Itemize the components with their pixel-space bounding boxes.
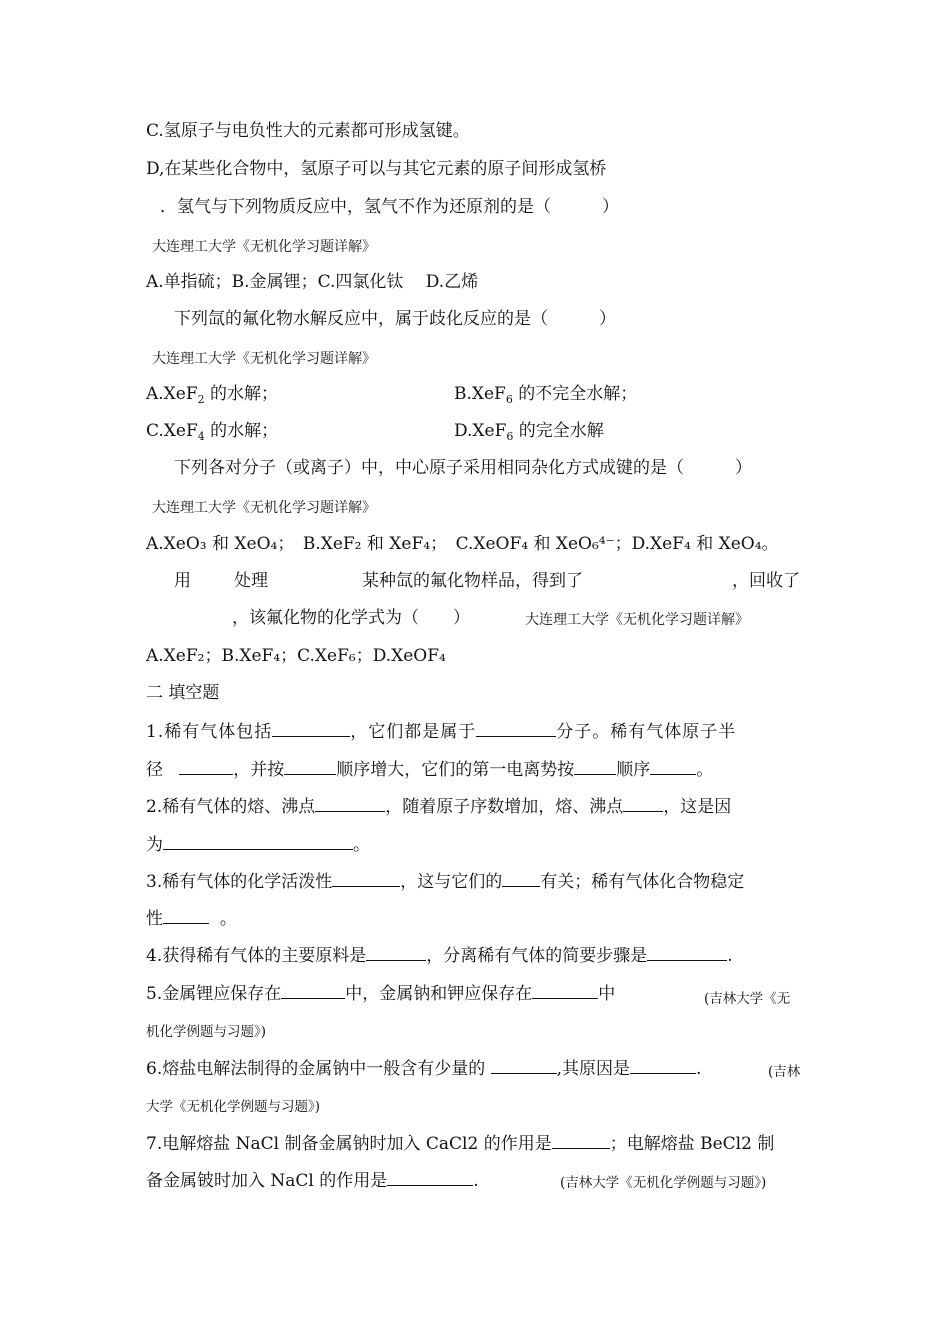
answer-blank[interactable] bbox=[650, 757, 696, 775]
answer-blank[interactable] bbox=[532, 981, 598, 999]
formula-source: 大连理工大学《无机化学习题详解》 bbox=[525, 612, 749, 628]
option-c: C.氢原子与电负性大的元素都可形成氢键。 bbox=[146, 121, 470, 141]
answer-blank[interactable] bbox=[281, 981, 345, 999]
answer-blank[interactable] bbox=[552, 1131, 610, 1149]
formula-word-1: 用 bbox=[174, 571, 191, 591]
fill-q2-line1: 2.稀有气体的熔、沸点 ，随着原子序数增加，熔、沸点 ，这是因 bbox=[146, 794, 731, 818]
formula-word-3: 某种氙的氟化物样品，得到了 bbox=[362, 571, 583, 591]
question-hybrid-stem: 下列各对分子（或离子）中，中心原子采用相同杂化方式成键的是（ ） bbox=[174, 458, 752, 478]
section-heading: 二 填空题 bbox=[146, 683, 220, 703]
answer-blank[interactable] bbox=[179, 757, 233, 775]
fill-q5-source-a: (吉林大学《无 bbox=[704, 991, 791, 1007]
answer-blank[interactable] bbox=[623, 794, 663, 812]
answer-blank[interactable] bbox=[272, 719, 350, 737]
answer-blank[interactable] bbox=[630, 1056, 696, 1074]
question-h2-source: 大连理工大学《无机化学习题详解》 bbox=[152, 239, 376, 255]
fill-q6-line1: 6.熔盐电解法制得的金属钠中一般含有少量的 ,其原因是 . bbox=[146, 1056, 701, 1080]
fill-q6-source-a: (吉林 bbox=[768, 1064, 801, 1080]
question-hybrid-source: 大连理工大学《无机化学习题详解》 bbox=[152, 500, 376, 516]
answer-blank[interactable] bbox=[163, 832, 353, 850]
fill-q1-line2: 径 ，并按 顺序增大，它们的第一电离势按 顺序 。 bbox=[146, 757, 713, 781]
answer-blank[interactable] bbox=[315, 794, 385, 812]
option-a: A.XeF$_2$ 的水解； bbox=[146, 384, 279, 406]
answer-blank[interactable] bbox=[284, 757, 336, 775]
fill-q2-line2: 为 。 bbox=[146, 832, 370, 856]
option-c: C.XeF$_4$ 的水解； bbox=[146, 421, 279, 443]
question-xef-source: 大连理工大学《无机化学习题详解》 bbox=[152, 351, 376, 367]
fill-q6-source-b: 大学《无机化学例题与习题》) bbox=[146, 1099, 321, 1115]
fill-q7-line2: 备金属铍时加入 NaCl 的作用是 . bbox=[146, 1168, 479, 1192]
fill-q5-source-b: 机化学例题与习题》) bbox=[146, 1024, 267, 1040]
option-d: D.XeF$_6$ 的完全水解 bbox=[454, 421, 604, 443]
answer-blank[interactable] bbox=[332, 869, 400, 887]
fill-q1-line1: 1.稀有气体包括 ，它们都是属于 分子。稀有气体原子半 bbox=[146, 719, 736, 743]
question-xef-stem: 下列氙的氟化物水解反应中，属于歧化反应的是（ ） bbox=[174, 309, 616, 329]
question-hybrid-options: A.XeO₃ 和 XeO₄； B.XeF₂ 和 XeF₄； C.XeOF₄ 和 XeO₆⁴⁻；D.XeF₄ 和 XeO₄。 bbox=[146, 534, 779, 554]
answer-blank[interactable] bbox=[163, 906, 209, 924]
formula-word-5: ，该氟化物的化学式为（ ） bbox=[232, 608, 470, 628]
answer-blank[interactable] bbox=[502, 869, 540, 887]
formula-word-2: 处理 bbox=[234, 571, 268, 591]
question-h2-options: A.单指硫；B.金属锂；C.四氯化钛 D.乙烯 bbox=[146, 272, 479, 292]
answer-blank[interactable] bbox=[647, 943, 727, 961]
fill-q3-line2: 性 。 bbox=[146, 906, 237, 930]
answer-blank[interactable] bbox=[387, 1168, 473, 1186]
fill-q7-source: (吉林大学《无机化学例题与习题》) bbox=[560, 1175, 767, 1191]
fill-q4: 4.获得稀有气体的主要原料是 ，分离稀有气体的简要步骤是 . bbox=[146, 943, 733, 967]
answer-blank[interactable] bbox=[574, 757, 616, 775]
question-xef-options-cd bbox=[146, 420, 604, 443]
question-h2-stem: ．氢气与下列物质反应中，氢气不作为还原剂的是（ ） bbox=[160, 197, 619, 217]
question-xef-options-ab bbox=[146, 383, 638, 406]
fill-q7-line1: 7.电解熔盐 NaCl 制备金属钠时加入 CaCl2 的作用是 ；电解熔盐 BeCl2 制 bbox=[146, 1131, 774, 1155]
answer-blank[interactable] bbox=[491, 1056, 557, 1074]
option-b: B.XeF$_6$ 的不完全水解； bbox=[454, 384, 638, 406]
option-d: D,在某些化合物中，氢原子可以与其它元素的原子间形成氢桥 bbox=[146, 159, 607, 179]
formula-word-4: ，回收了 bbox=[732, 571, 800, 591]
answer-blank[interactable] bbox=[476, 719, 556, 737]
fill-q3-line1: 3.稀有气体的化学活泼性 ，这与它们的 有关；稀有气体化合物稳定 bbox=[146, 869, 744, 893]
answer-blank[interactable] bbox=[366, 943, 426, 961]
formula-options: A.XeF₂；B.XeF₄；C.XeF₆；D.XeOF₄ bbox=[146, 646, 446, 666]
fill-q5-line1: 5.金属锂应保存在 中，金属钠和钾应保存在 中 bbox=[146, 981, 615, 1005]
